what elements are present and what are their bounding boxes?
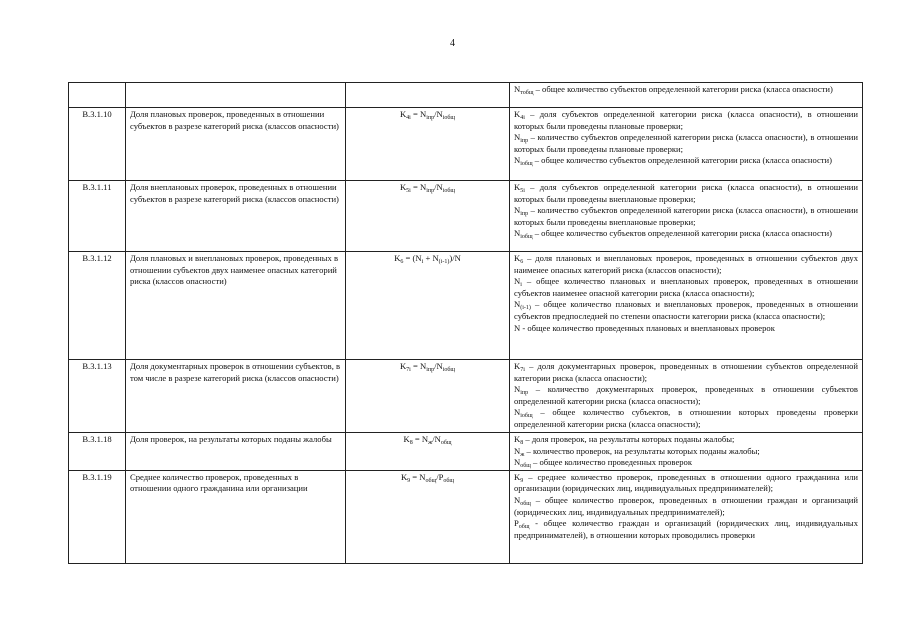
description-line [514,457,858,469]
formula-subscript: 8 [409,440,413,446]
indicator-description [510,252,863,360]
variable-symbol: N [514,494,521,505]
description-line [514,276,858,299]
formula-text: K [400,471,408,482]
variable-symbol: K [514,182,521,192]
variable-definition: - общее количество граждан и организаций (юридических лиц, индивидуальных предпринимателей), в отношении которых проводились проверки [514,518,858,540]
formula-text: /P [436,471,444,482]
variable-definition: – общее количество проверок, проведенных в отношении граждан и организаций (юридических лиц, индивидуальных предпринимателей); [514,494,858,517]
formula-text: /N [432,434,441,444]
formula-subscript: iпр [426,367,435,373]
variable-symbol: N [514,322,521,333]
variable-subscript: i [520,282,522,289]
variable-subscript: общ [520,463,531,470]
formula-text: )/N [449,253,461,263]
variable-symbol: N [514,205,521,216]
variable-symbol: P [514,518,519,529]
formula-subscript: iпр [426,188,435,194]
description-line [514,495,858,518]
formula-text: /N [434,182,443,192]
variable-definition: – количество документарных проверок, проведенных в отношении субъектов определенной категории риска (класса опасности); [514,384,858,406]
formula-subscript: 6 [400,259,404,265]
description-line [514,132,858,155]
variable-definition: – количество субъектов определенной категории риска (класса опасности), в отношении которых были проведены внеплановые проверки; [514,205,858,227]
table-row [69,433,863,471]
indicator-description [510,83,863,108]
formula-text: = N [410,471,426,482]
formula-subscript: iобщ [442,367,456,373]
description-line [514,361,858,384]
variable-symbol: K [514,253,521,263]
indicator-name: Доля плановых и внеплановых проверок, проведенных в отношении субъектов двух наименее опасных категорий риска (классов опасности) [126,252,346,360]
indicator-formula [346,470,510,563]
variable-subscript: iпр [520,138,529,145]
variable-symbol: N [514,132,521,143]
formula-text: K [394,253,401,263]
formula-text: = (N [403,253,422,263]
formula-subscript: iобщ [442,188,456,194]
variable-definition: – доля субъектов определенной категории риска (класса опасности), в отношении которых были проведены внеплановые проверки; [514,182,858,204]
variable-symbol: K [514,434,521,444]
page-number: 4 [450,38,455,49]
variable-definition: – общее количество субъектов определенной категории риска (класса опасности) [532,228,833,239]
formula-subscript: (i-1) [438,259,450,265]
variable-symbol: K [514,109,521,119]
variable-symbol: K [514,471,521,482]
description-line [514,253,858,276]
indicator-formula [346,83,510,108]
table-row [69,108,863,181]
variable-symbol: K [514,361,521,371]
variable-symbol: N [514,155,521,166]
variable-symbol: N [514,384,521,395]
formula-text: /N [434,109,443,119]
variable-definition: – общее количество проведенных проверок [530,457,693,468]
indicator-formula [346,433,510,471]
indicator-code [69,83,126,108]
variable-subscript: 8 [520,440,524,446]
variable-definition: – количество субъектов определенной категории риска (класса опасности), в отношении которых были проведены плановые проверки; [514,132,858,154]
formula-text: = N [410,182,427,192]
indicator-name: Доля плановых проверок, проведенных в отношении субъектов в разрезе категорий риска (классов опасности) [126,108,346,181]
variable-subscript: iобщ [520,161,533,168]
formula-text: /N [434,361,443,371]
description-line [514,182,858,205]
variable-subscript: iобщ [520,413,533,420]
indicator-formula [346,181,510,252]
indicator-description [510,470,863,563]
variable-subscript: 7i [520,367,525,373]
variable-subscript: (i-1) [520,305,531,312]
indicator-code: В.3.1.12 [69,252,126,360]
indicator-code: В.3.1.13 [69,360,126,433]
variable-definition: – доля плановых и внеплановых проверок, проведенных в отношении субъектов двух наименее опасных категорий риска (классов опасности); [514,253,858,275]
variable-definition: – доля документарных проверок, проведенных в отношении субъектов определенной категории риска (класса опасности); [514,361,858,383]
table-row [69,360,863,433]
variable-subscript: iпр [520,390,529,397]
indicator-name: Среднее количество проверок, проведенных в отношении одного гражданина или организации [126,470,346,563]
variable-symbol: N [514,228,521,239]
indicator-code: В.3.1.19 [69,470,126,563]
formula-subscript: общ [443,477,455,484]
variable-definition: – доля субъектов определенной категории риска (класса опасности), в отношении которых были проведены плановые проверки; [514,109,858,131]
formula-subscript: iпр [426,115,435,121]
description-line [514,205,858,228]
indicator-code: В.3.1.18 [69,433,126,471]
description-line [514,109,858,132]
formula-subscript: iобщ [442,115,456,121]
variable-subscript: ж [520,451,525,458]
variable-symbol: N [514,276,521,287]
variable-subscript: 5i [520,188,525,194]
variable-subscript: iпр [520,211,529,218]
variable-symbol: N [514,457,521,468]
formula-subscript: 4i [406,115,411,121]
indicator-formula [346,360,510,433]
indicator-name: Доля внеплановых проверок, проведенных в отношении субъектов в разрезе категорий риска (классов опасности) [126,181,346,252]
variable-symbol: N [514,407,521,418]
description-line [514,434,858,446]
indicator-description [510,181,863,252]
description-line [514,446,858,458]
variable-definition: - общее количество проведенных плановых и внеплановых проверок [520,322,775,333]
formula-subscript: i [421,259,424,265]
variable-symbol: N [514,299,521,310]
description-line [514,384,858,407]
formula-text: + N [423,253,439,263]
description-line [514,228,858,240]
description-line [514,407,858,430]
variable-definition: – общее количество плановых и внеплановых проверок, проведенных в отношении субъектов наименее опасной категории риска (класса опасности); [514,276,858,298]
indicator-formula [346,252,510,360]
formula-text: K [399,182,407,192]
variable-definition: – среднее количество проверок, проведенных в отношении одного гражданина или организации (юридических лиц, индивидуальных предпринимателей); [514,471,858,494]
variable-subscript: 9 [520,477,524,484]
variable-subscript: 6 [520,259,524,265]
formula-subscript: 7i [406,367,411,373]
formula-subscript: ж [428,440,433,446]
variable-definition: – доля проверок, на результаты которых поданы жалобы; [523,434,735,444]
formula-subscript: общ [440,440,452,446]
variable-subscript: 4i [520,115,525,121]
indicator-description [510,433,863,471]
variable-definition: – общее количество субъектов определенной категории риска (класса опасности) [533,84,833,94]
variable-subscript: iобщ [520,234,533,241]
formula-subscript: 9 [407,477,411,484]
indicator-name [126,83,346,108]
table-row [69,252,863,360]
description-line [514,84,858,96]
formula-text: K [399,361,407,371]
table-row [69,470,863,563]
indicator-description [510,108,863,181]
table-row [69,181,863,252]
variable-definition: – общее количество плановых и внеплановых проверок, проведенных в отношении субъектов предпоследней по степени опасности категории риска (класса опасности); [514,299,858,321]
variable-symbol: N [514,445,521,456]
indicators-table-body [69,83,863,564]
variable-subscript: общ [518,524,530,531]
formula-text: = N [410,361,427,371]
variable-symbol: N [514,84,521,94]
description-line [514,518,858,541]
indicator-name: Доля проверок, на результаты которых поданы жалобы [126,433,346,471]
indicator-formula [346,108,510,181]
variable-subscript: общ [520,500,531,507]
variable-subscript: тобщ [520,90,534,96]
indicator-code: В.3.1.10 [69,108,126,181]
formula-text: = N [410,109,427,119]
formula-subscript: общ [425,477,437,484]
table-row [69,83,863,108]
formula-text: K [399,109,407,119]
variable-definition: – общее количество субъектов, в отношении которых проведены проверки определенной категории риска (класса опасности); [514,407,858,429]
indicator-name: Доля документарных проверок в отношении субъектов, в том числе в разрезе категорий риска (классов опасности) [126,360,346,433]
variable-definition: – общее количество субъектов определенной категории риска (класса опасности) [532,155,833,166]
formula-text: K [403,434,410,444]
variable-definition: – количество проверок, на результаты которых поданы жалобы; [524,445,760,456]
formula-text: = N [412,434,429,444]
description-line [514,155,858,167]
formula-subscript: 5i [406,188,411,194]
description-line [514,299,858,322]
description-line [514,472,858,495]
indicators-table [68,82,863,564]
indicator-code: В.3.1.11 [69,181,126,252]
description-line [514,323,858,335]
indicator-description [510,360,863,433]
